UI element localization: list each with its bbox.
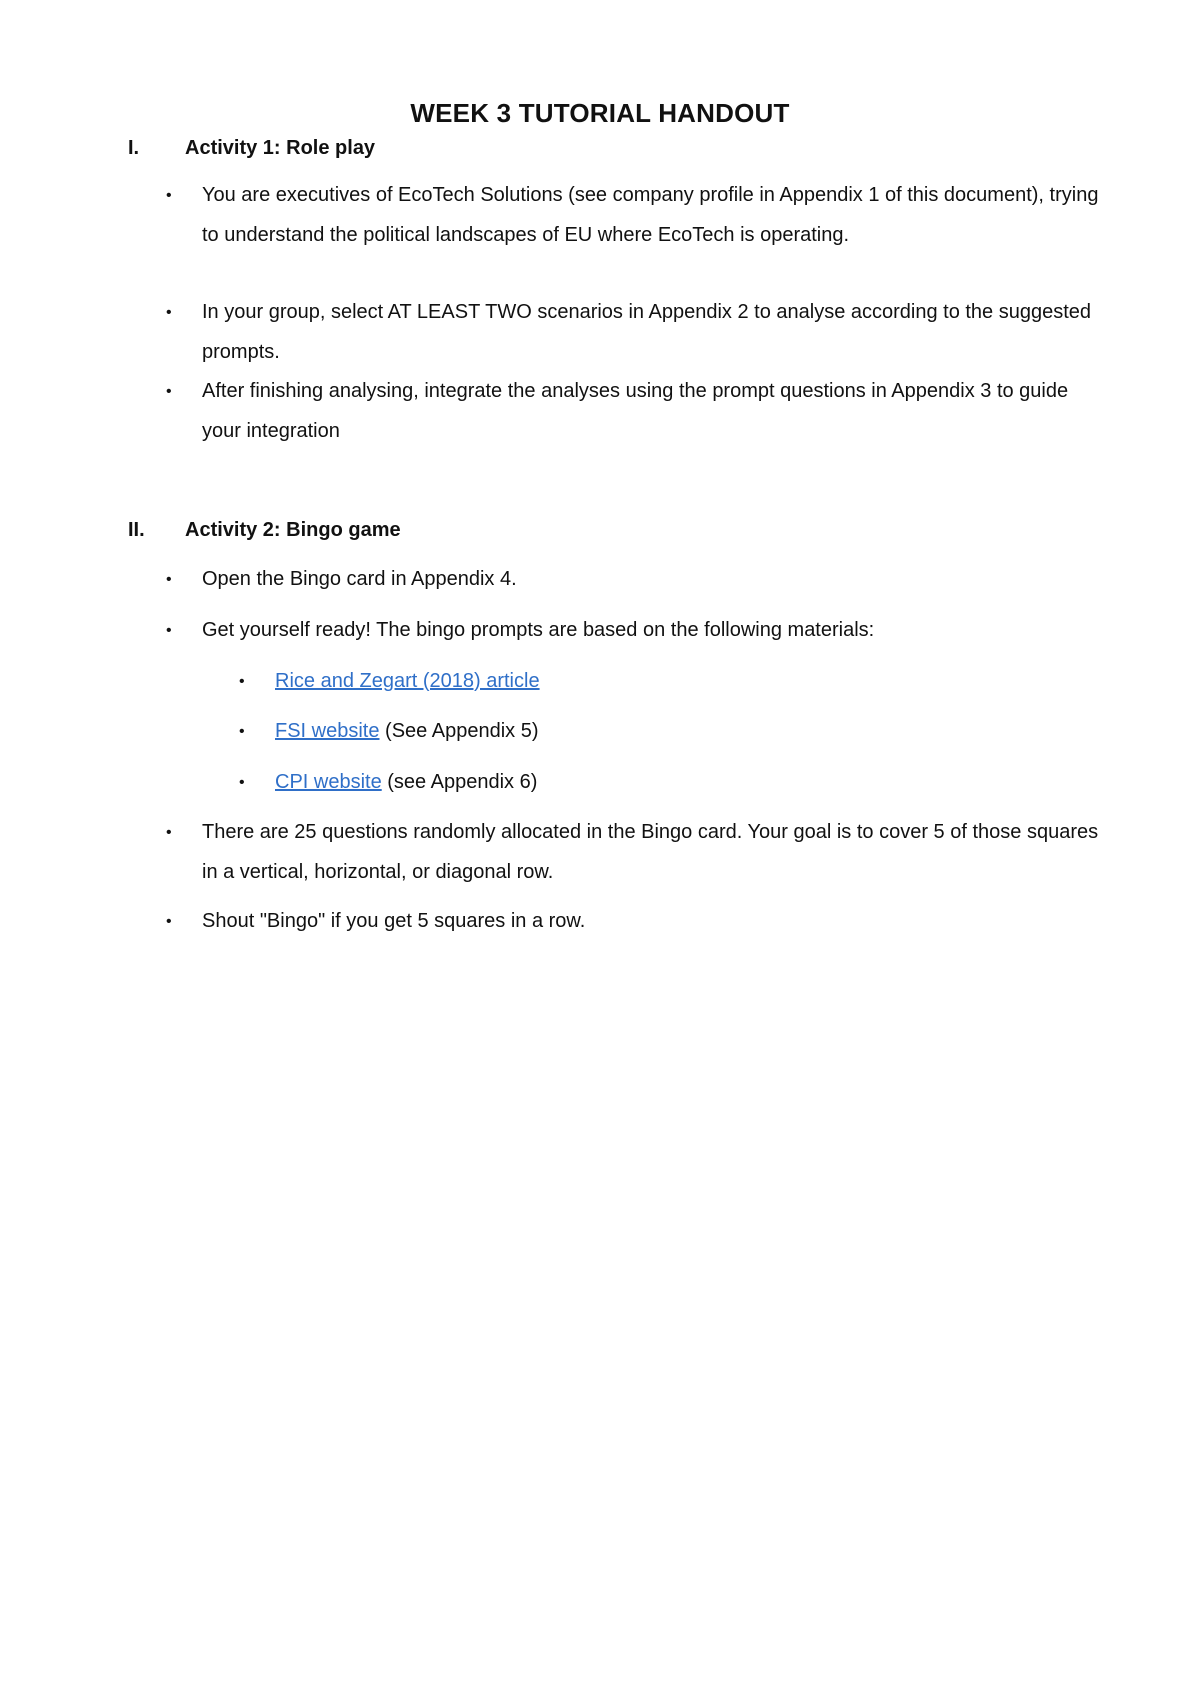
material-note: (See Appendix 5)	[379, 720, 539, 742]
section-heading-activity-1	[128, 134, 375, 162]
bullet-icon: •	[166, 187, 172, 204]
bullet-icon: •	[166, 571, 172, 588]
bullet-icon: •	[166, 304, 172, 321]
bullet-icon: •	[239, 723, 245, 740]
bullet-icon: •	[239, 774, 245, 791]
list-item-text: In your group, select AT LEAST TWO scenarios in Appendix 2 to analyse according to the suggested prompts.	[202, 301, 1092, 363]
material-item	[239, 662, 1095, 702]
cpi-website-link[interactable]: CPI website	[275, 771, 382, 793]
list-item	[166, 293, 1102, 372]
list-item	[166, 902, 1102, 942]
list-item	[166, 176, 1102, 255]
section-heading-activity-2	[128, 516, 401, 544]
bullet-icon: •	[166, 913, 172, 930]
list-item	[166, 813, 1102, 892]
bullet-icon: •	[239, 673, 245, 690]
list-item-text: After finishing analysing, integrate the analyses using the prompt questions in Appendix 3 to guide your integration	[202, 380, 1069, 442]
bullet-icon: •	[166, 622, 172, 639]
material-note: (see Appendix 6)	[381, 771, 538, 793]
rice-zegart-article-link[interactable]: Rice and Zegart (2018) article	[275, 670, 540, 692]
bullet-icon: •	[166, 824, 172, 841]
list-item-text: You are executives of EcoTech Solutions (see company profile in Appendix 1 of this document), trying to understand the political landscapes of EU where EcoTech is operating.	[202, 184, 1099, 246]
material-item	[239, 712, 1095, 752]
page-title: WEEK 3 TUTORIAL HANDOUT	[410, 98, 790, 128]
list-item	[166, 560, 1102, 600]
material-item	[239, 763, 1095, 803]
section-numeral: II.	[128, 519, 145, 541]
list-item-text: Get yourself ready! The bingo prompts are based on the following materials:	[202, 619, 875, 641]
list-item-text: There are 25 questions randomly allocated in the Bingo card. Your goal is to cover 5 of those squares in a vertical, horizontal, or diagonal row.	[202, 821, 1099, 883]
list-item	[166, 372, 1102, 451]
list-item-text: Shout "Bingo" if you get 5 squares in a row.	[202, 910, 586, 932]
bullet-icon: •	[166, 383, 172, 400]
list-item	[166, 611, 1102, 651]
section-title: Activity 1: Role play	[185, 137, 376, 159]
fsi-website-link[interactable]: FSI website	[275, 720, 380, 742]
section-title: Activity 2: Bingo game	[185, 519, 401, 541]
section-numeral: I.	[128, 137, 140, 159]
list-item-text: Open the Bingo card in Appendix 4.	[202, 568, 517, 590]
